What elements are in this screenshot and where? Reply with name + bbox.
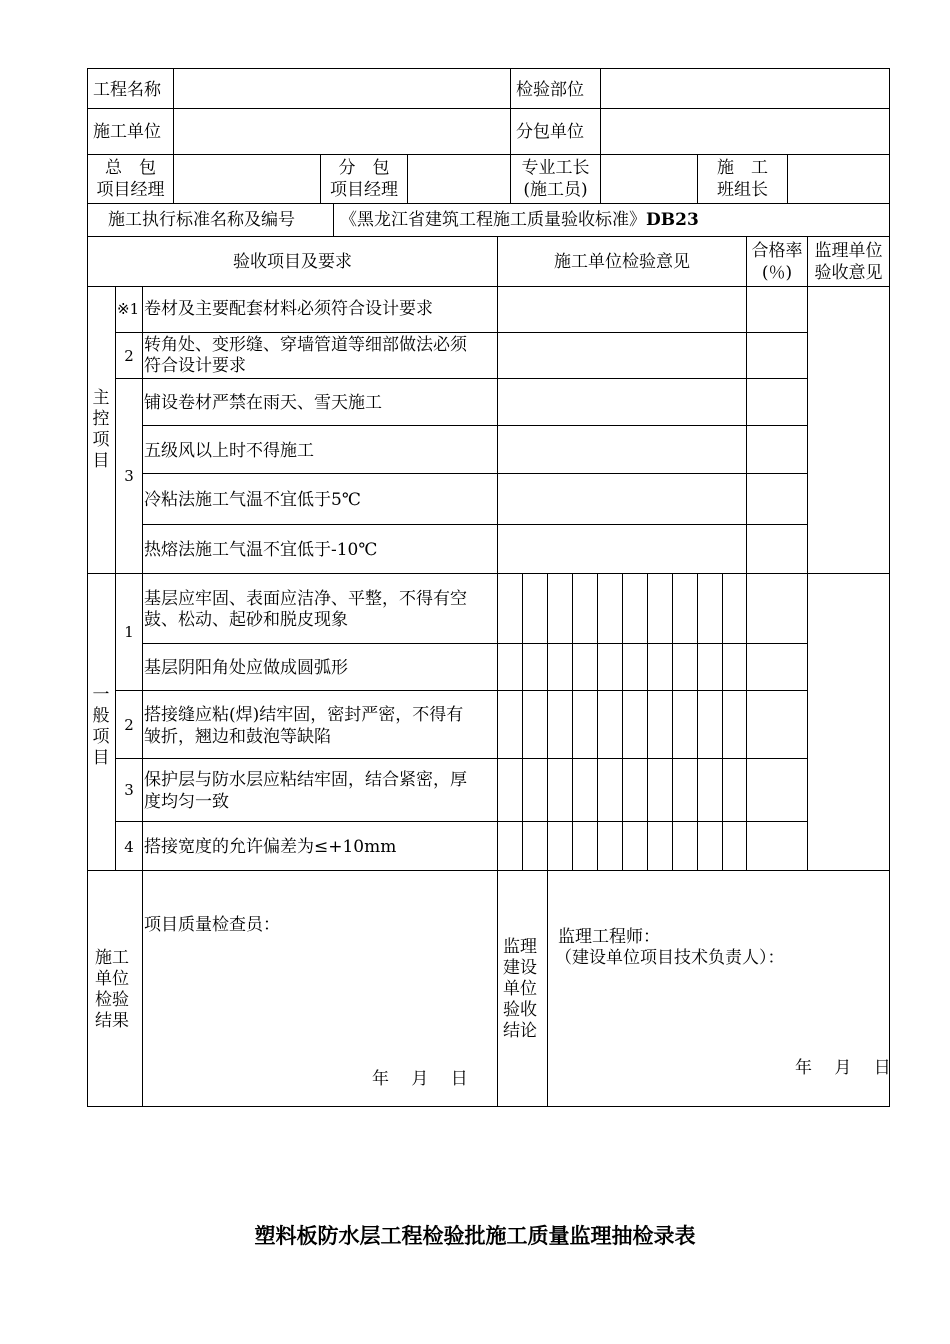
table-border-right bbox=[889, 68, 890, 1107]
item-text: 符合设计要求 bbox=[144, 356, 246, 376]
grid-line bbox=[647, 573, 648, 871]
foreman-label: 专业工长 bbox=[521, 158, 590, 178]
item-number: 3 bbox=[124, 781, 134, 799]
item-text: 鼓、松动、起砂和脱皮现象 bbox=[144, 610, 348, 630]
foreman-label: (施工员) bbox=[523, 180, 588, 200]
subcontract-unit-label: 分包单位 bbox=[516, 122, 584, 142]
col-line bbox=[746, 236, 747, 871]
row-line bbox=[142, 643, 807, 644]
col-line bbox=[807, 236, 808, 871]
col-line bbox=[497, 236, 498, 1107]
grid-line bbox=[522, 573, 523, 871]
col-line bbox=[142, 286, 143, 1107]
table-border-left bbox=[87, 68, 88, 1107]
grid-line bbox=[622, 573, 623, 871]
row-line bbox=[115, 821, 807, 822]
row-line bbox=[115, 332, 807, 333]
general-items-label: 一般项目 bbox=[92, 685, 110, 768]
inspection-part-label: 检验部位 bbox=[516, 80, 584, 100]
row-line bbox=[115, 378, 807, 379]
inspector-label: 项目质量检查员： bbox=[144, 915, 280, 935]
general-pm-label: 项目经理 bbox=[96, 180, 165, 200]
item-text: 基层阴阳角处应做成圆弧形 bbox=[144, 658, 348, 678]
team-leader-label: 班组长 bbox=[717, 180, 768, 200]
general-pm-label: 总 包 bbox=[105, 158, 156, 178]
item-text: 搭接缝应粘(焊)结牢固，密封严密，不得有 bbox=[144, 705, 464, 725]
table-border-top bbox=[87, 68, 890, 69]
item-text: 皱折，翘边和鼓泡等缺陷 bbox=[144, 727, 331, 747]
supervision-date: 年 月 日 bbox=[795, 1058, 891, 1078]
item-text: 搭接宽度的允许偏差为≤+10mm bbox=[144, 837, 397, 857]
item-number: 2 bbox=[124, 716, 134, 734]
item-text: 度均匀一致 bbox=[144, 792, 229, 812]
col-line bbox=[600, 68, 601, 203]
item-number: 2 bbox=[124, 347, 134, 365]
grid-line bbox=[697, 573, 698, 871]
grid-line bbox=[597, 573, 598, 871]
item-text: 冷粘法施工气温不宜低于5℃ bbox=[144, 490, 361, 510]
item-number: 4 bbox=[124, 838, 134, 856]
engineer-label: 监理工程师： bbox=[558, 927, 660, 947]
item-number: ※1 bbox=[117, 300, 140, 318]
row-line bbox=[87, 154, 890, 155]
item-text: 基层应牢固、表面应洁净、平整，不得有空 bbox=[144, 589, 467, 609]
row-line bbox=[142, 524, 807, 525]
row-line bbox=[87, 108, 890, 109]
item-text: 热熔法施工气温不宜低于-10℃ bbox=[144, 540, 378, 560]
col-items-header: 验收项目及要求 bbox=[233, 252, 352, 272]
supervision-result-label: 监理建设单位验收结论 bbox=[503, 937, 537, 1041]
sub-pm-label: 项目经理 bbox=[330, 180, 398, 200]
row-line bbox=[87, 203, 890, 204]
col-pass-rate-header: 合格率 bbox=[751, 241, 803, 261]
col-pass-rate-header: (％) bbox=[761, 263, 793, 283]
standard-label: 施工执行标准名称及编号 bbox=[108, 210, 295, 230]
row-line bbox=[87, 870, 890, 871]
row-line bbox=[142, 473, 807, 474]
col-line bbox=[333, 203, 334, 236]
item-text: 卷材及主要配套材料必须符合设计要求 bbox=[144, 299, 433, 319]
standard-name: 《黑龙江省建筑工程施工质量验收标准》 bbox=[340, 210, 646, 230]
col-line bbox=[173, 68, 174, 203]
grid-line bbox=[672, 573, 673, 871]
team-leader-label: 施 工 bbox=[717, 158, 768, 178]
item-text: 转角处、变形缝、穿墙管道等细部做法必须 bbox=[144, 335, 467, 355]
col-line bbox=[547, 870, 548, 1107]
item-number: 1 bbox=[124, 623, 134, 641]
project-name-label: 工程名称 bbox=[93, 80, 161, 100]
item-number: 3 bbox=[124, 467, 134, 485]
unit-result-label: 施工单位检验结果 bbox=[95, 948, 129, 1031]
col-line bbox=[787, 154, 788, 203]
row-line bbox=[87, 236, 890, 237]
row-line bbox=[115, 690, 807, 691]
grid-line bbox=[722, 573, 723, 871]
col-supervision-header: 验收意见 bbox=[814, 263, 883, 283]
col-unit-opinion-header: 施工单位检验意见 bbox=[554, 252, 690, 272]
item-text: 铺设卷材严禁在雨天、雪天施工 bbox=[144, 393, 382, 413]
main-control-label: 主控项目 bbox=[92, 388, 110, 471]
sub-pm-label: 分 包 bbox=[338, 158, 390, 178]
standard-code: DB23 bbox=[646, 210, 699, 230]
owner-label: （建设单位项目技术负责人）： bbox=[555, 948, 785, 968]
col-supervision-header: 监理单位 bbox=[814, 241, 883, 261]
row-line bbox=[87, 286, 890, 287]
item-text: 保护层与防水层应粘结牢固，结合紧密，厚 bbox=[144, 770, 467, 790]
construction-unit-label: 施工单位 bbox=[93, 122, 161, 142]
grid-line bbox=[547, 573, 548, 871]
col-line bbox=[407, 154, 408, 203]
unit-date: 年 月 日 bbox=[372, 1069, 468, 1089]
item-text: 五级风以上时不得施工 bbox=[144, 441, 314, 461]
row-line bbox=[142, 425, 807, 426]
table-border-bottom bbox=[87, 1106, 890, 1107]
grid-line bbox=[572, 573, 573, 871]
row-line bbox=[87, 573, 890, 574]
standard-value bbox=[340, 210, 699, 231]
row-line bbox=[115, 758, 807, 759]
page-title: 塑料板防水层工程检验批施工质量监理抽检录表 bbox=[254, 1224, 696, 1248]
